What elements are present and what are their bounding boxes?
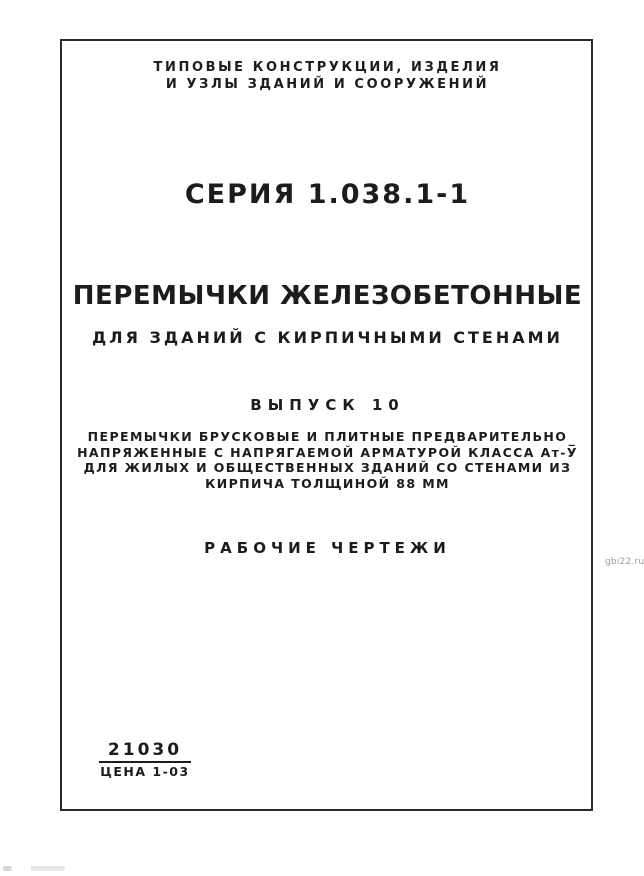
document-category-header: [62, 59, 593, 93]
issue-label: ВЫПУСК 10: [250, 396, 405, 414]
main-title: ПЕРЕМЫЧКИ ЖЕЛЕЗОБЕТОННЫЕ: [72, 281, 583, 311]
description-block: [62, 429, 593, 491]
description-line-2: НАПРЯЖЕННЫЕ С НАПРЯГАЕМОЙ АРМАТУРОЙ КЛАССА Ат-У̅: [77, 444, 578, 460]
catalog-price-block: [99, 740, 191, 779]
scan-artifact-smudge: [3, 866, 65, 871]
header-line-1: ТИПОВЫЕ КОНСТРУКЦИИ, ИЗДЕЛИЯ: [153, 60, 502, 75]
document-type-label: РАБОЧИЕ ЧЕРТЕЖИ: [204, 539, 451, 557]
description-line-3: ДЛЯ ЖИЛЫХ И ОБЩЕСТВЕННЫХ ЗДАНИЙ СО СТЕНАМИ ИЗ: [83, 460, 572, 475]
header-line-2: И УЗЛЫ ЗДАНИЙ И СООРУЖЕНИЙ: [165, 77, 490, 92]
description-line-4: КИРПИЧА ТОЛЩИНОЙ 88 ММ: [205, 475, 450, 491]
subtitle: ДЛЯ ЗДАНИЙ С КИРПИЧНЫМИ СТЕНАМИ: [92, 328, 563, 347]
series-title: СЕРИЯ 1.038.1-1: [184, 179, 471, 210]
description-line-1: ПЕРЕМЫЧКИ БРУСКОВЫЕ И ПЛИТНЫЕ ПРЕДВАРИТЕЛЬНО: [87, 429, 568, 444]
watermark-text: gbi22.ru: [605, 557, 644, 567]
page-border-frame: [60, 39, 593, 811]
price-label: ЦЕНА 1-03: [100, 764, 190, 779]
catalog-code-number: 21030: [99, 740, 191, 763]
